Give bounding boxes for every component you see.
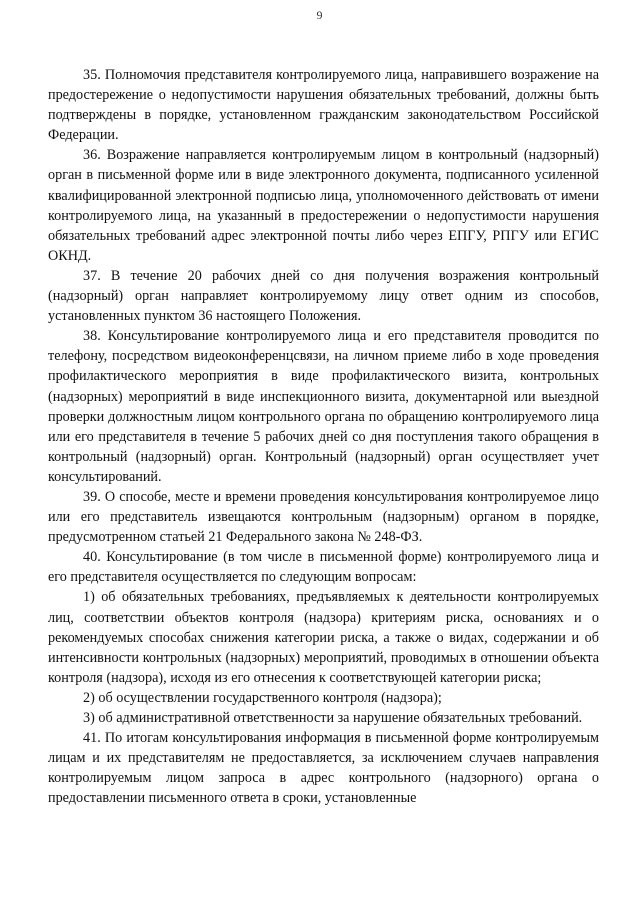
paragraph-38: 38. Консультирование контролируемого лица и его представителя проводится по телефону, посредством видеоконференцсвязи, на личном приеме либо в ходе проведения профилактического мероприятия в виде профилактического визита, контрольных (надзорных) мероприятий в виде инспекционного визита, документарной или выездной проверки должностным лицом контрольного органа по обращению контролируемого лица или его представителя в течение 5 рабочих дней со дня поступления такого обращения в контрольный (надзорный) орган. Контрольный (надзорный) орган осуществляет учет консультирований.: [48, 328, 599, 485]
page-number: 9: [316, 8, 323, 22]
list-item-2: 2) об осуществлении государственного контроля (надзора);: [83, 689, 442, 706]
paragraph-40: 40. Консультирование (в том числе в письменной форме) контролируемого лица и его представителя осуществляется по следующим вопросам:: [48, 549, 599, 586]
list-item-1: 1) об обязательных требованиях, предъявляемых к деятельности контролируемых лиц, соответствии объектов контроля (надзора) критериям риска, основаниях и о рекомендуемых способах снижения категории риска, а также о видах, содержании и об интенсивности контрольных (надзорных) мероприятий, проводимых в отношении объекта контроля (надзора), исходя из его отнесения к соответствующей категории риска;: [48, 589, 599, 686]
paragraph-41: 41. По итогам консультирования информация в письменной форме контролируемым лицам и их представителям не предоставляется, за исключением случаев направления контролируемым лицом запроса в адрес контрольного (надзорного) органа о предоставлении письменного ответа в сроки, установленные: [48, 730, 599, 807]
list-item-3: 3) об административной ответственности за нарушение обязательных требований.: [83, 710, 583, 726]
paragraph-36: 36. Возражение направляется контролируемым лицом в контрольный (надзорный) орган в письменной форме или в виде электронного документа, подписанного усиленной квалифицированной электронной подписью лица, уполномоченного действовать от имени контролируемого лица, на указанный в предостережении о недопустимости нарушения обязательных требований адрес электронной почты либо через ЕПГУ, РПГУ или ЕГИС ОКНД.: [48, 147, 599, 264]
paragraph-37: 37. В течение 20 рабочих дней со дня получения возражения контрольный (надзорный) орган направляет контролируемому лицу ответ одним из способов, установленных пунктом 36 настоящего Положения.: [48, 267, 599, 325]
paragraph-35: 35. Полномочия представителя контролируемого лица, направившего возражение на предостережение о недопустимости нарушения обязательных требований, должны быть подтверждены в порядке, установленном гражданским законодательством Российской Федерации.: [48, 67, 599, 144]
document-body: [48, 65, 599, 808]
paragraph-39: 39. О способе, месте и времени проведения консультирования контролируемое лицо или его представитель извещаются контрольным (надзорным) органом в порядке, предусмотренном статьей 21 Федерального закона № 248-ФЗ.: [48, 488, 599, 546]
